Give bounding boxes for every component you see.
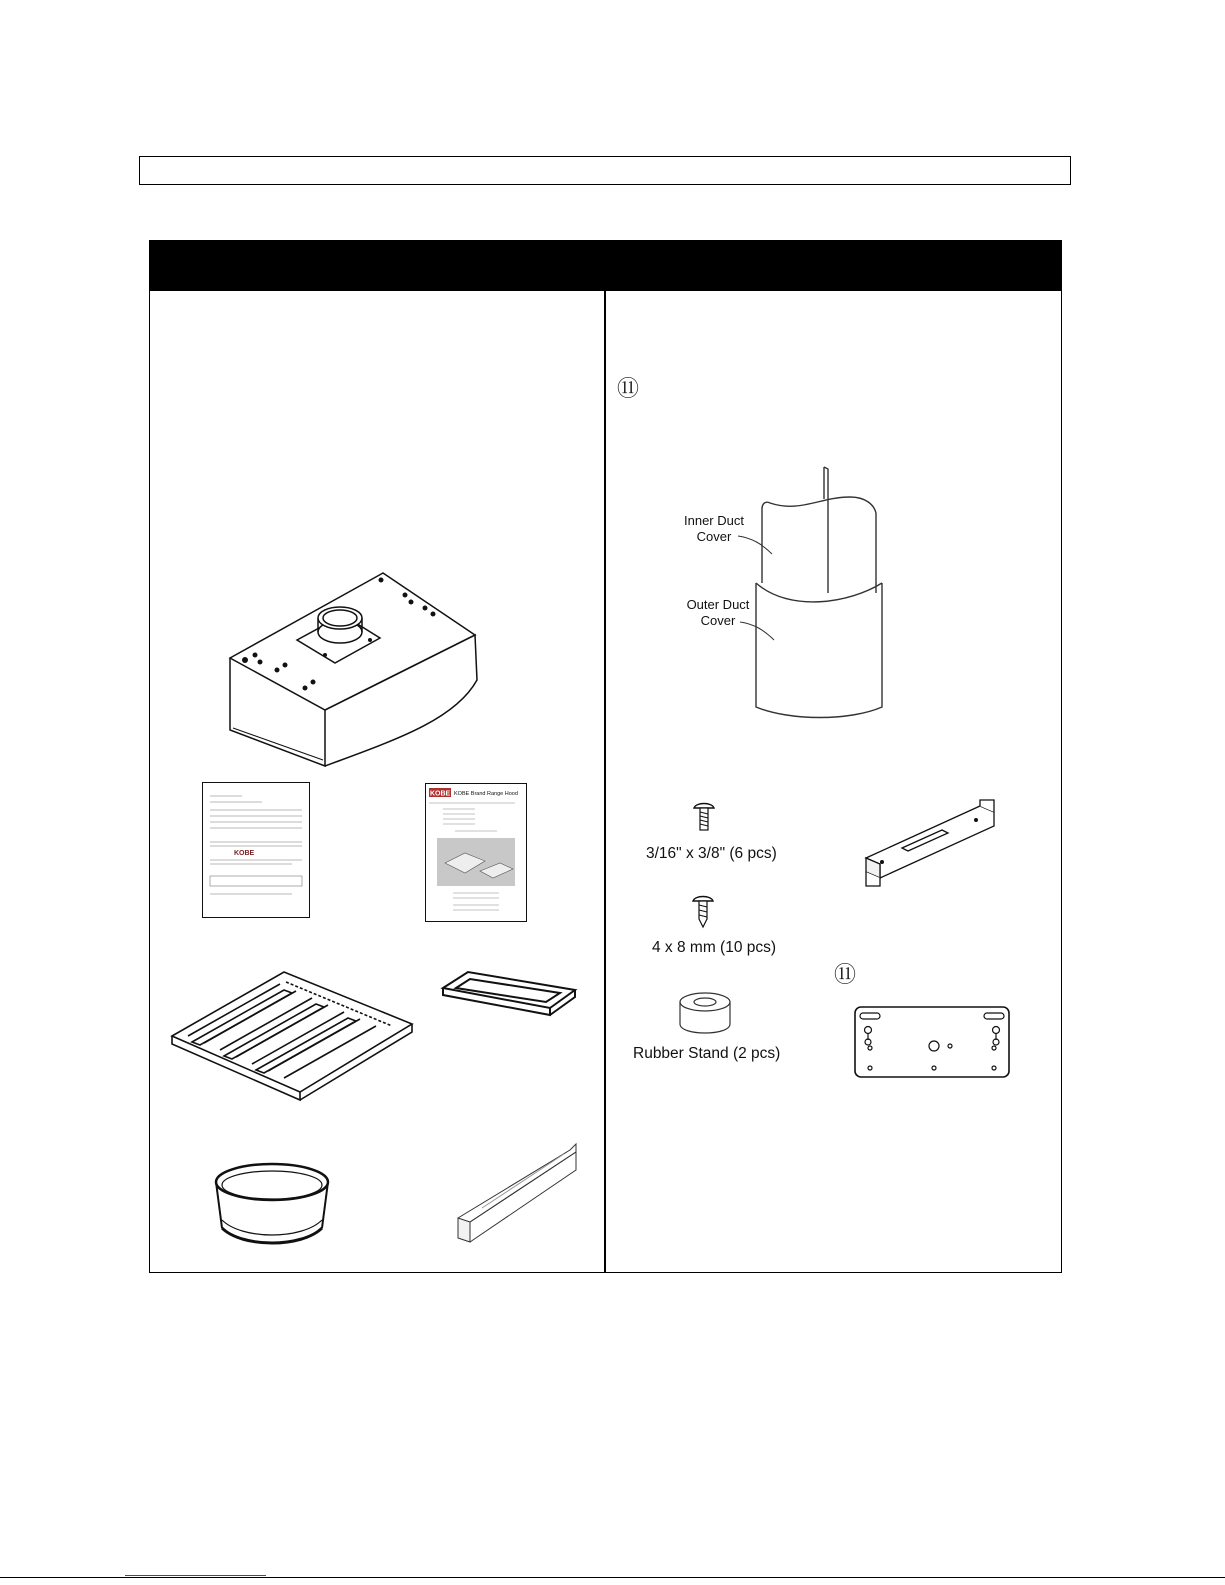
- footer-link-underline: [125, 1575, 266, 1576]
- footer-rule: [0, 1577, 1225, 1578]
- table-header-right: [606, 240, 1062, 291]
- inner-duct-leader-line: [738, 532, 778, 562]
- outer-duct-cover-label: Outer Duct Cover: [686, 597, 750, 628]
- mounting-plate-illustration: [854, 1006, 1010, 1078]
- step-number-mark: ⑪: [617, 376, 640, 401]
- manual-illustration: [425, 783, 527, 922]
- screw-large-label: 3/16" x 3/8" (6 pcs): [646, 845, 777, 862]
- range-hood-illustration: [215, 560, 495, 775]
- step-number-mark-2: ⑪: [834, 962, 857, 987]
- svg-text:KOBE Brand Range Hood: KOBE Brand Range Hood: [454, 791, 518, 797]
- baffle-filter-illustration: [168, 964, 416, 1102]
- rubber-stand-illustration: [676, 990, 734, 1036]
- screw-small-illustration: [691, 893, 715, 929]
- warranty-card-illustration: [202, 782, 310, 918]
- svg-text:KOBE: KOBE: [430, 790, 451, 798]
- bracket-illustration: [862, 800, 998, 888]
- outer-duct-leader-line: [740, 618, 780, 648]
- filter-frame-illustration: [440, 968, 578, 1020]
- inner-duct-cover-label: Inner Duct Cover: [684, 513, 744, 544]
- section-title-box: [139, 156, 1071, 185]
- rubber-stand-label: Rubber Stand (2 pcs): [633, 1045, 781, 1062]
- screw-large-illustration: [692, 800, 716, 834]
- table-column-divider: [604, 240, 606, 1273]
- angle-strip-illustration: [452, 1140, 580, 1244]
- table-header-left: [149, 240, 604, 291]
- svg-text:KOBE: KOBE: [234, 850, 255, 857]
- duct-ring-illustration: [212, 1160, 332, 1255]
- duct-cover-illustration: [750, 463, 890, 723]
- screw-small-label: 4 x 8 mm (10 pcs): [652, 939, 777, 956]
